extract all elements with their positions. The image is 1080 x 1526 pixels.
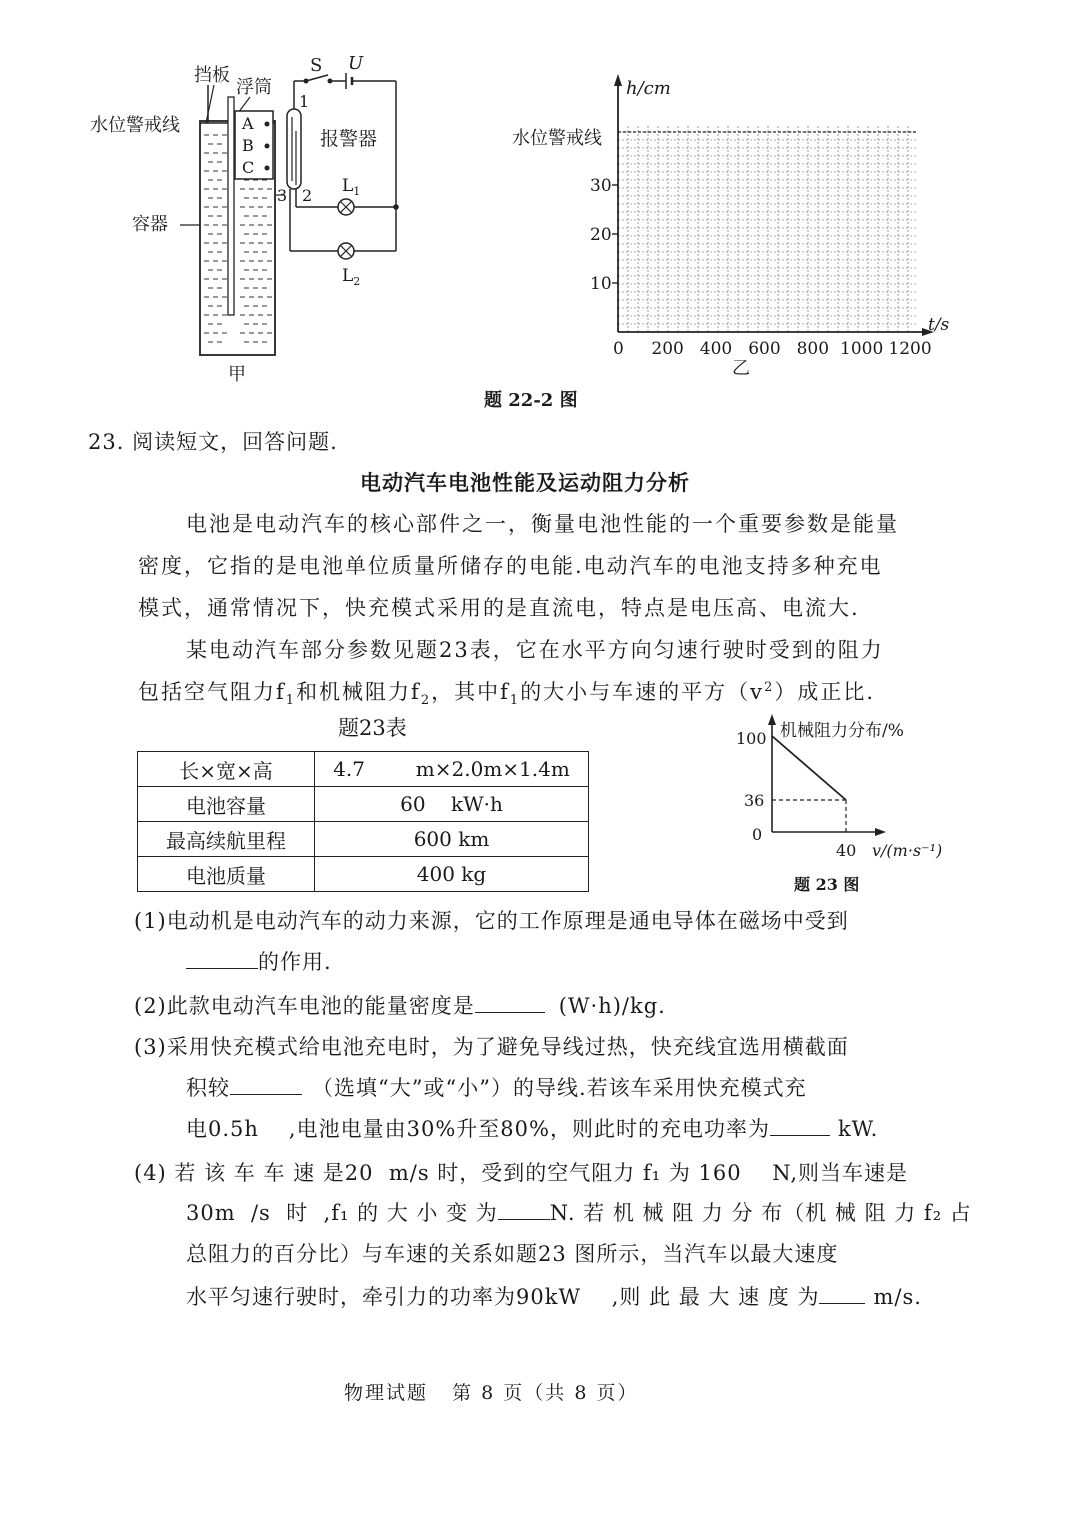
mini-tick-100: 100 [736,729,767,748]
paragraph-2-line-2: 包括空气阻力$f_1$和机械阻力$f_2$，其中$f_1$的大小与车速的平方$(v^2)$成正比. [138,680,876,709]
answer-blank-2[interactable] [475,992,545,1013]
y-tick-label: 30 [590,176,612,196]
sub-question-1-line-2: 的作用. [186,946,332,976]
mini-line [772,736,846,800]
x-tick-label: 1000 [840,339,884,359]
figure-yi-graph [500,70,960,390]
point-b: B [242,136,254,155]
answer-blank-4[interactable] [770,1115,830,1136]
sub-question-3-line-1: (3)采用快充模式给电池充电时，为了避免导线过热，快充线宜选用横截面 [134,1035,849,1059]
x-tick-label: 200 [651,339,684,359]
parameter-table [137,751,589,892]
answer-blank-3[interactable] [230,1074,302,1095]
y-ticks [590,176,618,294]
answer-blank-5[interactable] [498,1199,550,1220]
x-tick-label: 0 [613,339,624,359]
y-tick-label: 20 [590,225,612,245]
label-float: 浮筒 [236,77,272,98]
mini-y-label: 机械阻力分布/% [780,721,904,741]
caption-jia: 甲 [228,364,246,385]
sub-question-3-line-2: 积较 （选填“大”或“小”）的导线.若该车采用快充模式充 [186,1076,807,1100]
article-title: 电动汽车电池性能及运动阻力分析 [360,470,690,495]
table-title: 题23表 [338,716,407,740]
answer-blank-1[interactable] [186,948,258,969]
paragraph-1-line-2: 密度，它指的是电池单位质量所储存的电能.电动汽车的电池支持多种充电 [138,554,883,578]
table-row [138,752,589,787]
table-cell-label: 长×宽×高 [138,752,315,787]
paragraph-1-line-3: 模式，通常情况下，快充模式采用的是直流电，特点是电压高、电流大. [138,596,860,620]
float-rod [228,97,234,315]
answer-blank-6[interactable] [819,1283,865,1304]
sub-question-4-line-4: 水平匀速行驶时，牵引力的功率为90kW ,则 此 最 大 速 度 为 m/s. [186,1285,922,1309]
graph-grid [618,126,916,332]
contact-2: 2 [302,186,313,205]
table-cell-label: 最高续航里程 [138,822,315,857]
page-footer: 物理试题 第 8 页（共 8 页） [344,1382,639,1404]
contact-3: 3 [277,186,288,205]
lamp-l2-label: $L_2$ [342,266,361,288]
paragraph-2-line-1: 某电动汽车部分参数见题23表，它在水平方向匀速行驶时受到的阻力 [186,638,884,662]
x-tick-label: 600 [748,339,781,359]
label-warning-line: 水位警戒线 [90,115,180,136]
sub-question-1-line-1: (1)电动机是电动汽车的动力来源，它的工作原理是通电导体在磁场中受到 [134,909,849,933]
point-c: C [242,158,255,177]
point-a: A [242,114,254,133]
mini-tick-40: 40 [836,841,857,860]
mini-tick-36: 36 [744,791,765,810]
sub-question-4-line-3: 总阻力的百分比）与车速的关系如题23 图所示，当汽车以最大速度 [186,1242,839,1266]
figure-jia-diagram [80,45,440,395]
graph-warning-label: 水位警戒线 [512,128,602,149]
relay [287,109,301,189]
y-tick-label: 10 [590,274,612,294]
label-baffle: 挡板 [194,65,230,86]
mini-x-label: v/(m·s⁻¹) [872,841,943,860]
x-tick-label: 1200 [888,339,932,359]
table-cell-label: 电池质量 [138,857,315,892]
label-voltage: U [348,53,364,74]
label-container: 容器 [132,214,168,235]
table-cell-value: 400 kg [315,857,589,892]
sub-question-3-line-3: 电0.5h ,电池电量由30%升至80%，则此时的充电功率为 kW. [186,1117,879,1141]
x-tick-label: 800 [796,339,830,359]
label-switch: S [310,55,323,76]
mini-caption: 题 23 图 [794,875,860,894]
label-alarm: 报警器 [320,128,378,150]
sub-question-2: (2)此款电动汽车电池的能量密度是 (W·h)/kg. [134,994,666,1018]
question-23-heading: 23. 阅读短文，回答问题. [88,430,338,454]
caption-yi: 乙 [732,358,750,379]
table-cell-value: 600 km [315,822,589,857]
table-cell-value: 60 kW·h [315,787,589,822]
table-cell-value: 4.7 m×2.0m×1.4m [315,752,589,787]
table-cell-label: 电池容量 [138,787,315,822]
x-axis-label: t/s [928,315,950,335]
paragraph-1-line-1: 电池是电动汽车的核心部件之一，衡量电池性能的一个重要参数是能量 [186,512,899,536]
sub-question-4-line-2: 30m /s 时 ,f₁ 的 大 小 变 为 N. 若 机 械 阻 力 分 布（机 械 阻 力 f₂ 占 [186,1201,972,1225]
y-axis-label: h/cm [626,78,671,99]
table-row [138,857,589,892]
sub-question-4-line-1: (4) 若 该 车 车 速 是20 m/s 时，受到的空气阻力 f₁ 为 160 N,则当车速是 [134,1161,909,1185]
figure-23-chart [730,712,960,902]
x-ticks [613,339,932,359]
mini-tick-0: 0 [752,825,763,844]
x-tick-label: 400 [699,339,733,359]
figure-22-title: 题 22-2 图 [484,390,578,411]
table-row [138,787,589,822]
lamp-l1-label: $L_1$ [342,176,361,198]
table-row [138,822,589,857]
contact-1: 1 [299,92,310,111]
